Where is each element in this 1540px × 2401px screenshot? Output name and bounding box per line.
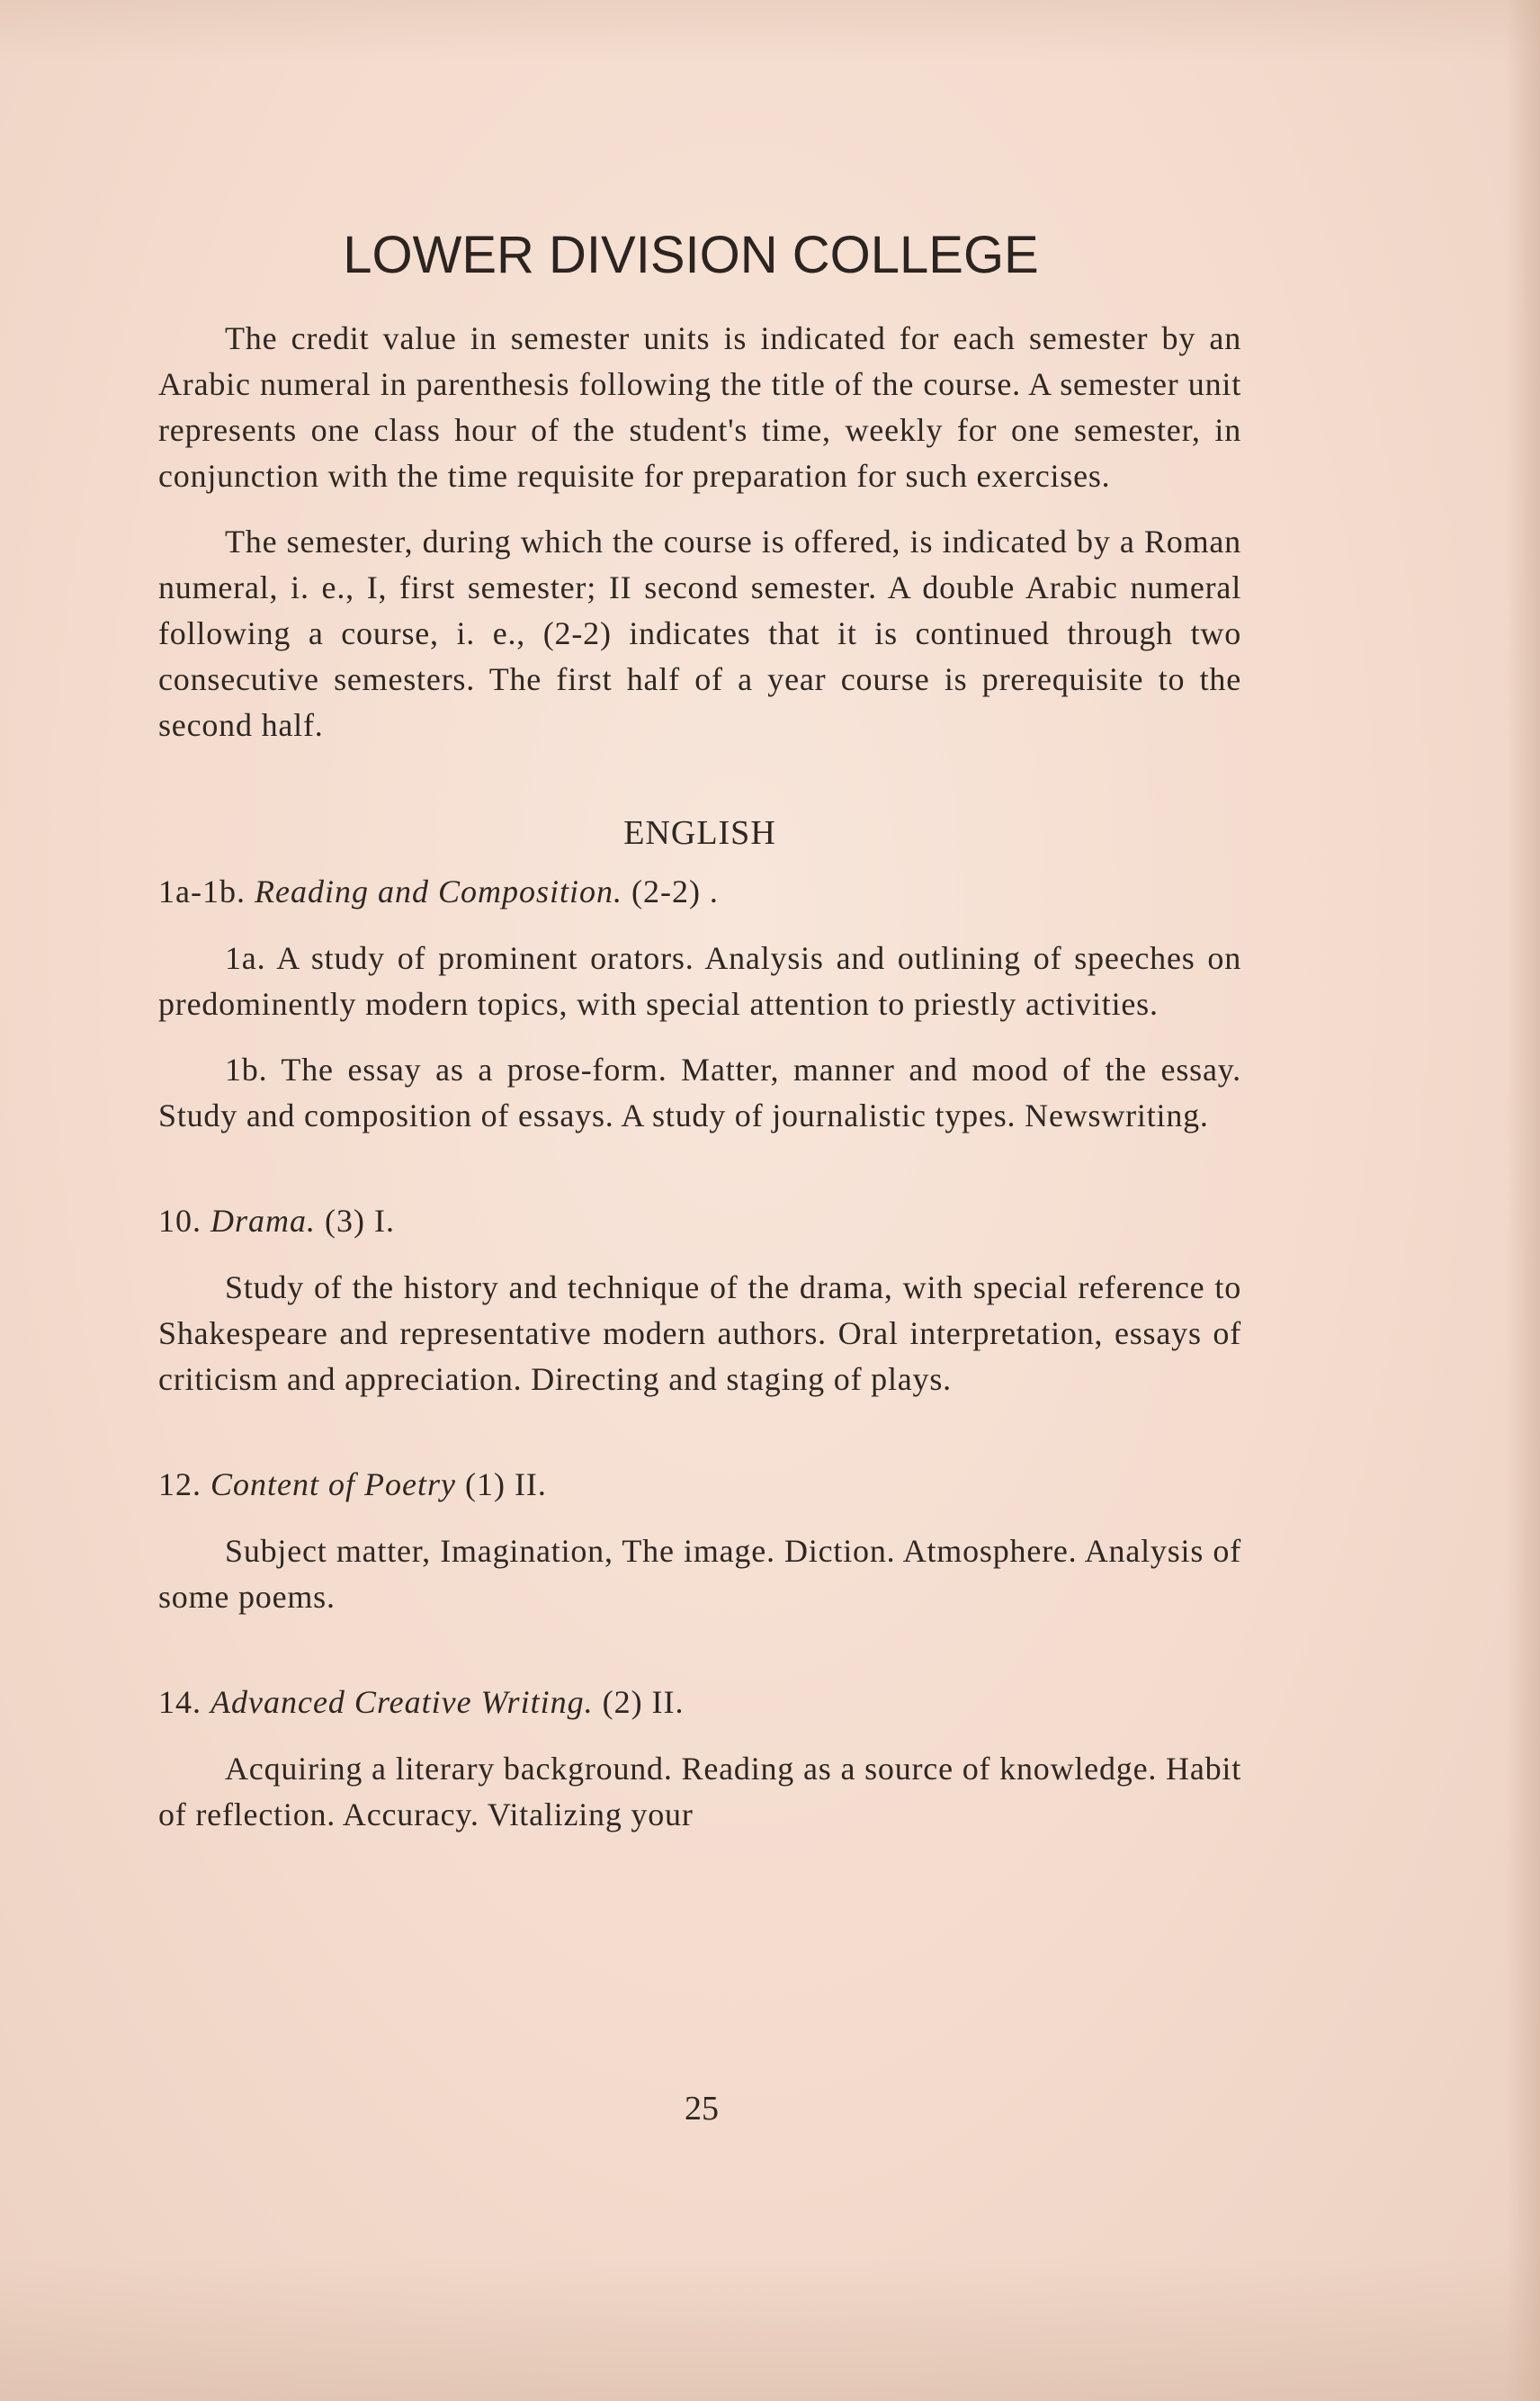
course-credit: (2) II. xyxy=(602,1684,685,1720)
course-title: Advanced Creative Writing. xyxy=(210,1684,594,1720)
intro-paragraph-1: The credit value in semester units is indicated for each semester by an Arabic numeral in parenthesis following the title of the course. A semester unit represents one class hour of the student's time, weekly for one semester, in conjunction with the time requisite for preparation for such exercises. xyxy=(158,320,1241,494)
course-description-1a: 1a. A study of prominent orators. Analysis and outlining of speeches on predominently modern topics, with special attention to priestly activities. xyxy=(158,940,1241,1022)
course-credit: (3) I. xyxy=(325,1203,395,1239)
course-number: 1a-1b. xyxy=(158,873,246,909)
course-number: 12. xyxy=(158,1466,201,1502)
page-number: 25 xyxy=(685,2090,719,2128)
course-title: Reading and Composition. xyxy=(254,873,622,909)
page-shading-right xyxy=(1506,0,1540,2401)
course-heading-10 xyxy=(158,1200,1241,1241)
course-title: Drama. xyxy=(210,1203,317,1239)
course-heading-12 xyxy=(158,1464,1241,1505)
section-heading-english: ENGLISH xyxy=(623,814,776,852)
course-heading-14 xyxy=(158,1681,1241,1723)
page-shading-bottom xyxy=(0,2257,1540,2401)
course-description-1b: 1b. The essay as a prose-form. Matter, manner and mood of the essay. Study and composition of essays. A study of journalistic types. Newswriting. xyxy=(158,1052,1241,1133)
course-number: 14. xyxy=(158,1684,201,1720)
course-credit: (2-2) . xyxy=(631,873,719,909)
course-description-14: Acquiring a literary background. Reading as a source of knowledge. Habit of reflection. Accuracy. Vitalizing your xyxy=(158,1751,1241,1832)
course-description-10: Study of the history and technique of the drama, with special reference to Shakespeare and representative modern authors. Oral interpretation, essays of criticism and appreciation. Directing and staging of plays. xyxy=(158,1269,1241,1397)
intro-paragraph-2: The semester, during which the course is offered, is indicated by a Roman numeral, i. e., I, first semester; II second semester. A double Arabic numeral following a course, i. e., (2-2) indicates that it is continued through two consecutive semesters. The first half of a year course is prerequisite to the second half. xyxy=(158,524,1241,743)
course-heading-1a-1b xyxy=(158,871,1241,912)
page-title: LOWER DIVISION COLLEGE xyxy=(343,226,1039,284)
page-shading-top xyxy=(0,0,1540,63)
course-number: 10. xyxy=(158,1203,201,1239)
course-title: Content of Poetry xyxy=(210,1466,456,1502)
text-column xyxy=(158,225,1241,1858)
course-credit: (1) II. xyxy=(464,1466,547,1502)
course-description-12: Subject matter, Imagination, The image. Diction. Atmosphere. Analysis of some poems. xyxy=(158,1533,1241,1615)
